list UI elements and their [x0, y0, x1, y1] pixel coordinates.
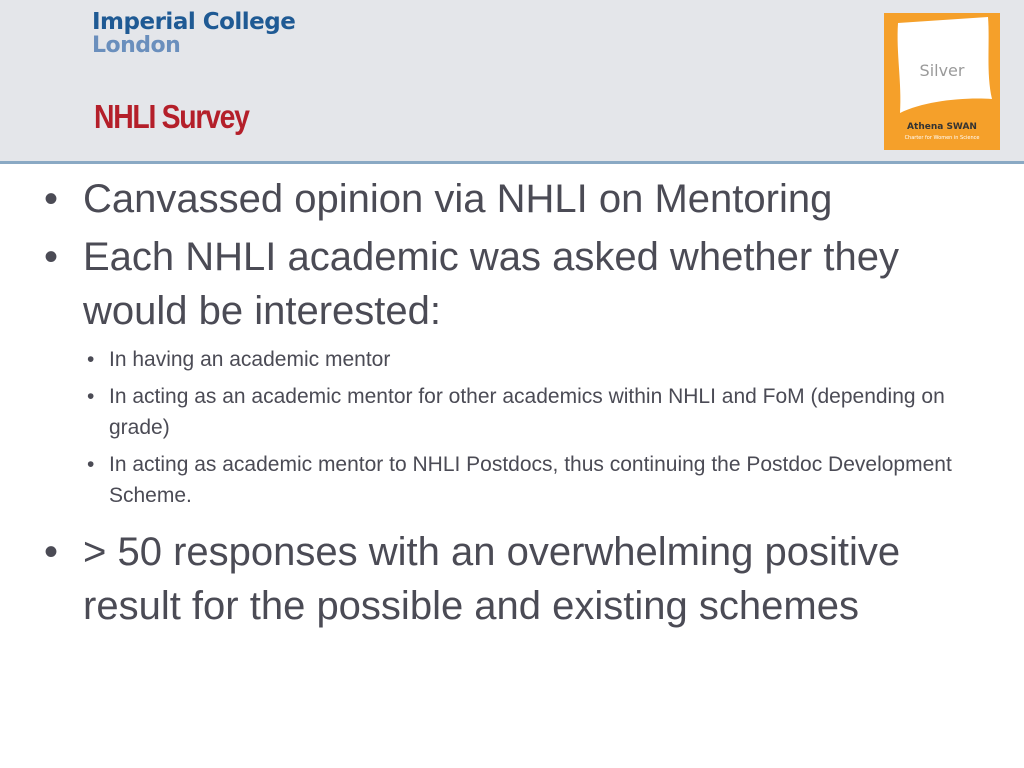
badge-subtitle: Charter for Women in Science [904, 135, 980, 141]
sub-bullet-list [0, 344, 1024, 511]
athena-swan-badge [884, 13, 1000, 150]
sub-bullet-text: In acting as academic mentor to NHLI Postdocs, thus continuing the Postdoc Development Scheme. [109, 453, 952, 507]
bullet-text: > 50 responses with an overwhelming positive result for the possible and existing schemes [83, 530, 901, 628]
imperial-college-logo [92, 10, 295, 58]
sub-bullet-item [0, 344, 1024, 375]
bullet-list [0, 172, 1024, 338]
bullet-item [0, 525, 1024, 633]
sub-bullet-item [0, 381, 1024, 443]
bullet-list [0, 525, 1024, 633]
bullet-marker: • [44, 235, 59, 279]
bullet-text: Canvassed opinion via NHLI on Mentoring [83, 177, 833, 221]
bullet-text: Each NHLI academic was asked whether they would be interested: [83, 235, 899, 333]
bullet-item [0, 230, 1024, 338]
sub-bullet-marker: • [87, 385, 95, 408]
logo-line-1: Imperial College [92, 9, 296, 35]
bullet-marker: • [44, 177, 59, 221]
sub-bullet-marker: • [87, 348, 95, 371]
sub-bullet-marker: • [87, 453, 95, 476]
slide-title: NHLI Survey [94, 98, 249, 135]
badge-level: Silver [919, 61, 965, 80]
badge-name: Athena SWAN [907, 122, 977, 132]
bullet-item [0, 172, 1024, 226]
header-divider [0, 161, 1024, 164]
bullet-marker: • [44, 530, 59, 574]
sub-bullet-text: In having an academic mentor [109, 348, 391, 371]
sub-bullet-text: In acting as an academic mentor for other academics within NHLI and FoM (depending on grade) [109, 385, 945, 439]
slide-body [0, 172, 1024, 637]
logo-line-2: London [92, 33, 181, 58]
sub-bullet-item [0, 449, 1024, 511]
